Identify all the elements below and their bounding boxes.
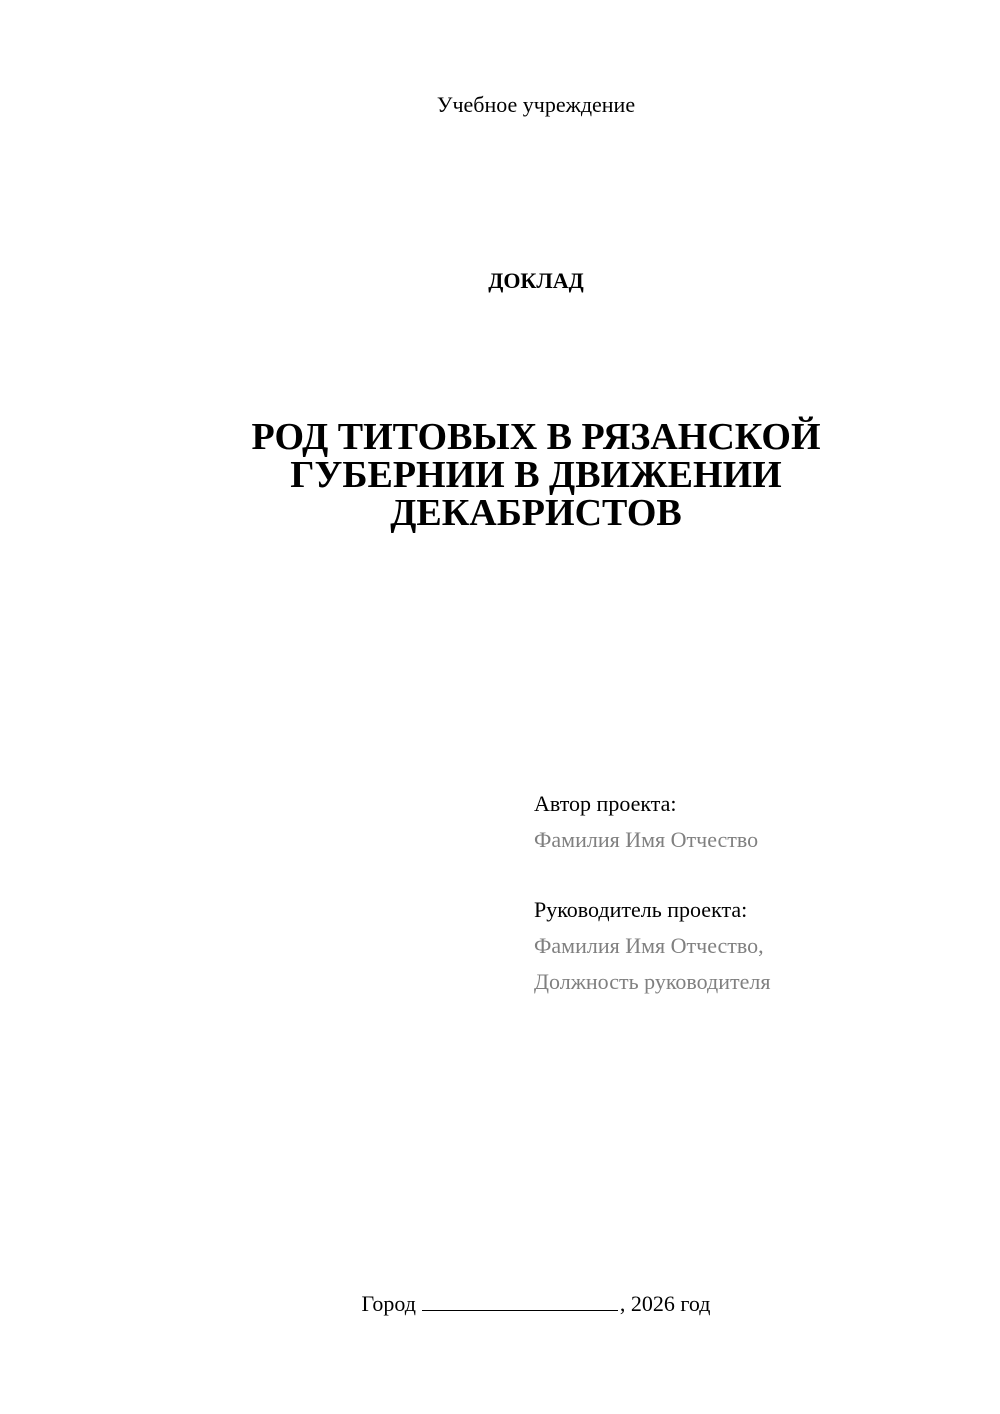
supervisor-name: Фамилия Имя Отчество,: [534, 933, 764, 958]
report-title: [200, 418, 872, 532]
title-line: ДЕКАБРИСТОВ: [390, 492, 682, 534]
supervisor-label: Руководитель проекта:: [534, 897, 748, 922]
footer-city-year: [0, 1290, 1000, 1317]
institution-name: Учебное учреждение: [436, 92, 636, 117]
title-line: РОД ТИТОВЫХ В РЯЗАНСКОЙ: [251, 416, 821, 458]
title-line: ГУБЕРНИИ В ДВИЖЕНИИ: [290, 454, 782, 496]
author-label: Автор проекта:: [534, 791, 677, 816]
supervisor-block: [534, 892, 770, 1000]
year-text: , 2026 год: [619, 1291, 711, 1316]
author-block: [534, 786, 758, 858]
supervisor-position: Должность руководителя: [534, 969, 771, 994]
author-name: Фамилия Имя Отчество: [534, 827, 759, 852]
document-type: ДОКЛАД: [488, 268, 584, 293]
city-blank-line: [422, 1290, 618, 1311]
city-label: Город: [361, 1291, 416, 1316]
